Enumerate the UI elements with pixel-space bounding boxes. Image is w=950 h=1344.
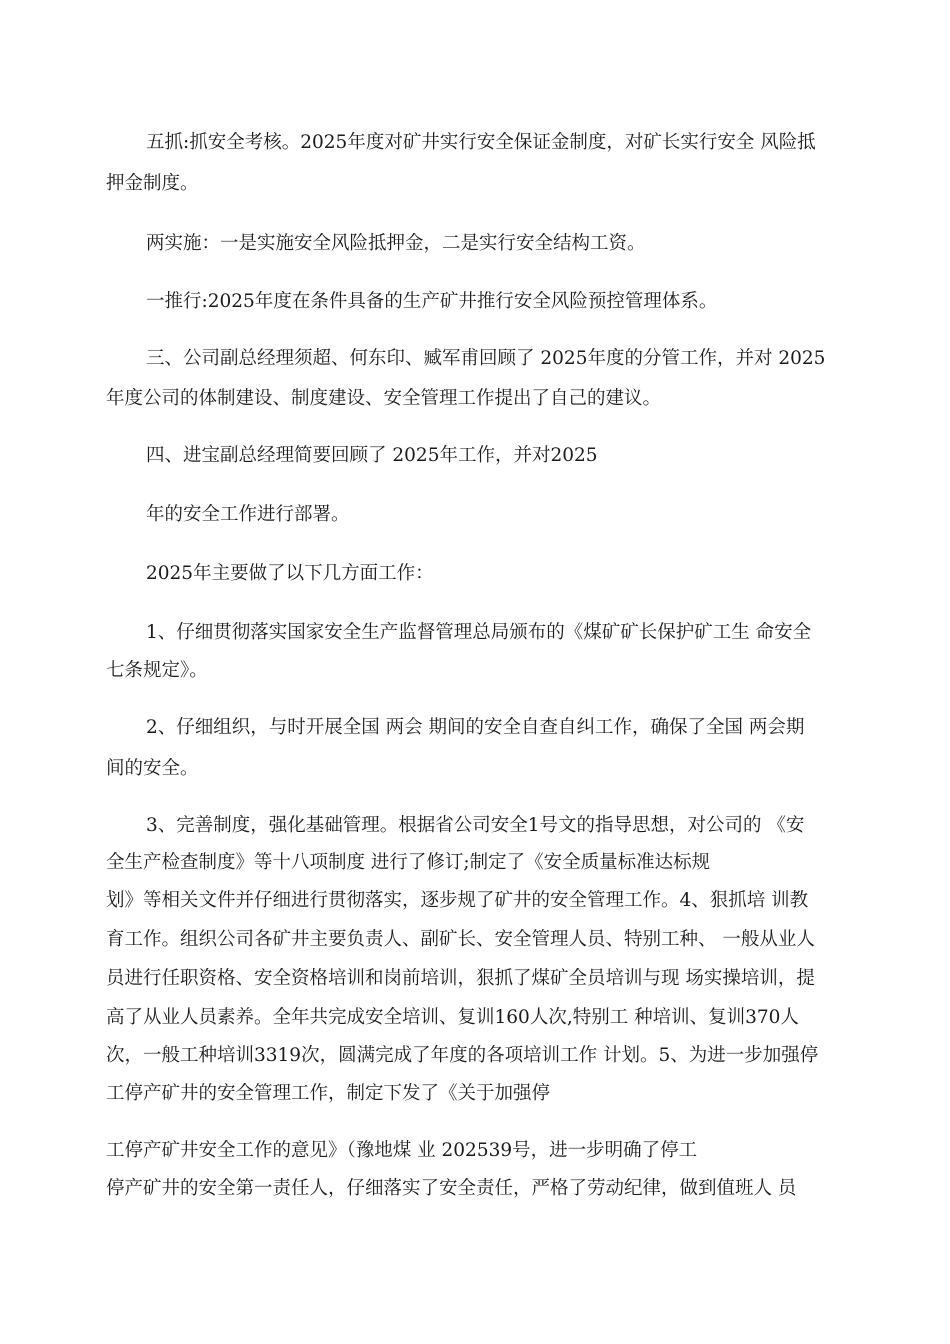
text-line: 一推行:2025年度在条件具备的生产矿井推行安全风险预控管理体系。 [146,291,718,312]
text-line: 划》等相关文件并仔细进行贯彻落实，逐步规了矿井的安全管理工作。4、狠抓培 训教 [106,890,809,911]
text-line: 2025年主要做了以下几方面工作： [146,563,434,584]
text-line: 停产矿井的安全第一责任人，仔细落实了安全责任，严格了劳动纪律，做到值班人 员 [106,1178,797,1199]
text-line: 育工作。组织公司各矿井主要负责人、副矿长、安全管理人员、特别工种、 一般从业人 [106,929,815,950]
text-line: 员进行任职资格、安全资格培训和岗前培训，狠抓了煤矿全员培训与现 场实操培训，提 [106,968,815,989]
text-line: 3、完善制度，强化基础管理。根据省公司安全1号文的指导思想，对公司的 《安 [146,815,805,836]
text-line: 五抓:抓安全考核。2025年度对矿井实行安全保证金制度，对矿长实行安全 风险抵 [146,132,816,153]
text-line: 两实施：一是实施安全风险抵押金，二是实行安全结构工资。 [146,233,646,254]
text-line: 全生产检查制度》等十八项制度 进行了修订;制定了《安全质量标准达标规 [106,852,711,873]
text-line: 四、进宝副总经理简要回顾了 2025年工作，并对2025 [146,445,598,466]
text-line: 高了从业人员素养。全年共完成安全培训、复训160人次,特别工 种培训、复训370人 [106,1007,799,1028]
text-line: 工停产矿井的安全管理工作，制定下发了《关于加强停 [106,1083,551,1104]
text-line: 2、仔细组织，与时开展全国 两会 期间的安全自查自纠工作，确保了全国 两会期 [146,717,805,738]
text-line: 押金制度。 [106,173,199,194]
text-line: 年的安全工作进行部署。 [146,504,350,525]
text-line: 三、公司副总经理须超、何东印、臧军甫回顾了 2025年度的分管工作，并对 2025 [146,348,826,369]
text-line: 次，一般工种培训3319次，圆满完成了年度的各项培训工作 计划。5、为进一步加强停 [106,1045,819,1066]
text-line: 间的安全。 [106,758,199,779]
text-line: 1、仔细贯彻落实国家安全生产监督管理总局颁布的《煤矿矿长保护矿工生 命安全 [146,622,812,643]
text-line: 年度公司的体制建设、制度建设、安全管理工作提出了自己的建议。 [106,388,662,409]
text-line: 七条规定》。 [106,660,208,681]
text-line: 工停产矿井安全工作的意见》（豫地煤 业 202539号，进一步明确了停工 [106,1140,698,1161]
